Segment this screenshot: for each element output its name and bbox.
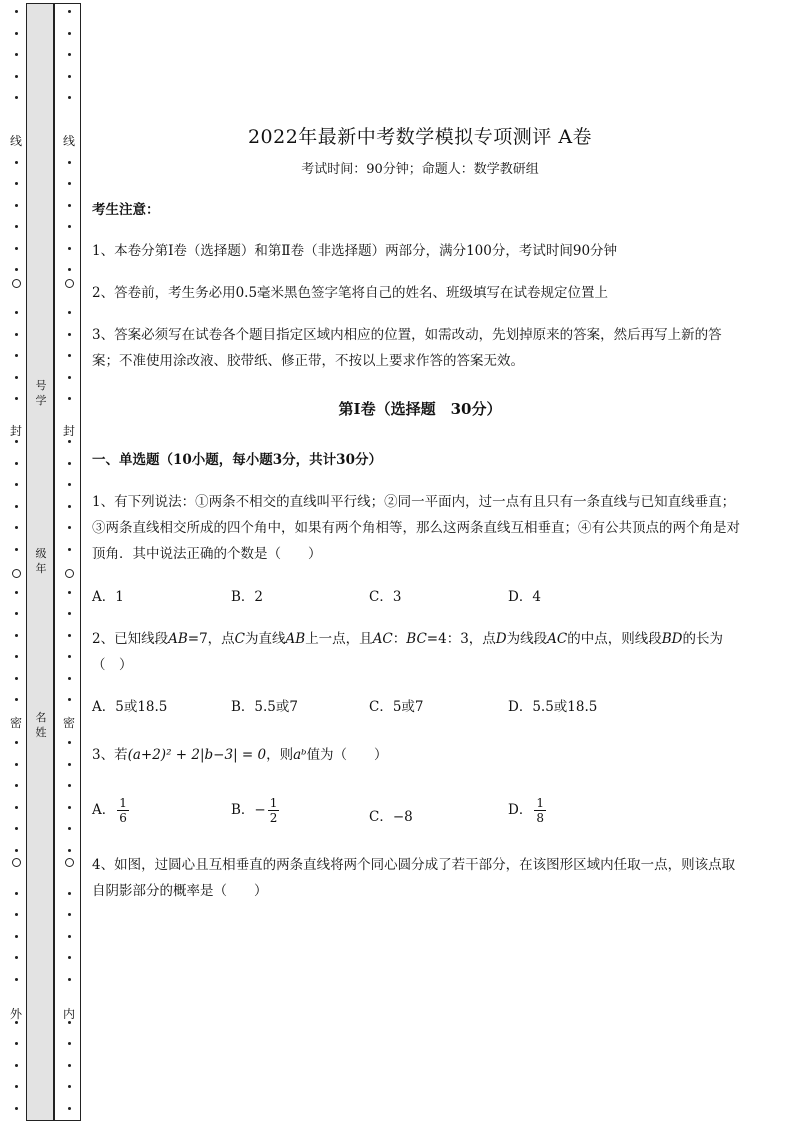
notice-heading: 考生注意： bbox=[92, 202, 160, 218]
question-2-options bbox=[92, 695, 748, 721]
binding-dot bbox=[15, 75, 18, 78]
binding-dot bbox=[68, 1064, 71, 1067]
seal-char-outer: 封 bbox=[9, 424, 22, 438]
binding-dot bbox=[15, 10, 18, 13]
binding-dot bbox=[15, 483, 18, 486]
binding-dot bbox=[15, 763, 18, 766]
question-4-stem: 4、如图，过圆心且互相垂直的两条直线将两个同心圆分成了若干部分，在该图形区域内任取一点，则该点取自阴影部分的概率是（ ） bbox=[92, 857, 736, 899]
cut-line-char-outer: 线 bbox=[9, 134, 22, 148]
question-3-stem: 3、若(a+2)² + 2|b−3| = 0，则aᵇ值为（ ） bbox=[92, 747, 388, 763]
binding-dot bbox=[15, 1021, 18, 1024]
binding-inner-strip bbox=[57, 0, 81, 1123]
binding-circle bbox=[65, 569, 74, 578]
binding-dot bbox=[68, 1085, 71, 1088]
binding-circle bbox=[65, 279, 74, 288]
binding-gutter bbox=[26, 3, 54, 1121]
binding-dot bbox=[15, 440, 18, 443]
part-heading: 一、单选题（10小题，每小题3分，共计30分） bbox=[92, 452, 382, 468]
binding-dot bbox=[68, 806, 71, 809]
binding-dot bbox=[15, 204, 18, 207]
binding-dot bbox=[68, 53, 71, 56]
binding-dot bbox=[15, 376, 18, 379]
binding-dot bbox=[15, 462, 18, 465]
cut-line-char-inner: 线 bbox=[62, 134, 75, 148]
binding-dot bbox=[68, 10, 71, 13]
notice-item-1: 1、本卷分第I卷（选择题）和第Ⅱ卷（非选择题）两部分，满分100分，考试时间90分钟 bbox=[92, 243, 618, 259]
binding-dot bbox=[68, 483, 71, 486]
binding-circle bbox=[12, 858, 21, 867]
question-3-options bbox=[92, 796, 748, 836]
binding-dot bbox=[68, 440, 71, 443]
binding-dot bbox=[15, 53, 18, 56]
q2-option-b[interactable]: B．5.5或7 bbox=[231, 699, 298, 715]
binding-dot bbox=[68, 204, 71, 207]
binding-circle bbox=[65, 858, 74, 867]
binding-circle bbox=[12, 279, 21, 288]
binding-dot bbox=[15, 225, 18, 228]
binding-dot bbox=[15, 935, 18, 938]
binding-dot bbox=[15, 397, 18, 400]
binding-dot bbox=[68, 956, 71, 959]
binding-dot bbox=[15, 913, 18, 916]
q3-option-c[interactable]: C．−8 bbox=[369, 809, 413, 825]
binding-dot bbox=[15, 849, 18, 852]
binding-dot bbox=[68, 247, 71, 250]
binding-dot bbox=[15, 32, 18, 35]
binding-dot bbox=[68, 741, 71, 744]
q3-formula: (a+2)² + 2|b−3| = 0 bbox=[127, 747, 267, 763]
binding-dot bbox=[15, 741, 18, 744]
binding-dot bbox=[68, 827, 71, 830]
q1-option-c[interactable]: C．3 bbox=[369, 589, 402, 605]
binding-dot bbox=[68, 182, 71, 185]
binding-dot bbox=[68, 96, 71, 99]
binding-dot bbox=[15, 1064, 18, 1067]
binding-dot bbox=[68, 526, 71, 529]
exam-subtitle: 考试时间：90分钟；命题人：数学教研组 bbox=[301, 162, 539, 177]
binding-dot bbox=[15, 892, 18, 895]
binding-dot bbox=[68, 225, 71, 228]
question-2-stem: 2、已知线段AB=7，点C为直线AB上一点，且AC：BC=4：3，点D为线段AC的中点，则线段BD的长为（ ） bbox=[92, 631, 723, 673]
grade-label: 级年 bbox=[35, 547, 47, 575]
binding-dot bbox=[68, 462, 71, 465]
binding-dot bbox=[15, 268, 18, 271]
binding-dot bbox=[15, 311, 18, 314]
q1-option-a[interactable]: A．1 bbox=[92, 589, 124, 605]
binding-dot bbox=[15, 161, 18, 164]
binding-dot bbox=[15, 634, 18, 637]
binding-dot bbox=[68, 397, 71, 400]
name-label: 名姓 bbox=[35, 711, 47, 739]
binding-dot bbox=[68, 892, 71, 895]
secret-char-inner: 密 bbox=[62, 716, 75, 730]
binding-dot bbox=[68, 505, 71, 508]
binding-dot bbox=[68, 1042, 71, 1045]
exam-title: 2022年最新中考数学模拟专项测评 A卷 bbox=[247, 126, 593, 148]
question-1-options bbox=[92, 585, 748, 611]
binding-dot bbox=[15, 784, 18, 787]
binding-dot bbox=[68, 591, 71, 594]
binding-dot bbox=[15, 182, 18, 185]
binding-dot bbox=[68, 698, 71, 701]
binding-dot bbox=[15, 655, 18, 658]
question-1-stem: 1、有下列说法：①两条不相交的直线叫平行线；②同一平面内，过一点有且只有一条直线与已知直线垂直；③两条直线相交所成的四个角中，如果有两个角相等，那么这两条直线互相垂直；④有公共顶点的两个角是对顶角．其中说法正确的个数是（ ） bbox=[92, 494, 740, 562]
binding-dot bbox=[68, 655, 71, 658]
binding-dot bbox=[15, 956, 18, 959]
binding-dot bbox=[68, 978, 71, 981]
secret-char-outer: 密 bbox=[9, 716, 22, 730]
binding-dot bbox=[15, 526, 18, 529]
binding-dot bbox=[15, 1085, 18, 1088]
q2-option-c[interactable]: C．5或7 bbox=[369, 699, 424, 715]
binding-dot bbox=[68, 161, 71, 164]
binding-dot bbox=[15, 333, 18, 336]
binding-dot bbox=[68, 849, 71, 852]
seal-char-inner: 封 bbox=[62, 424, 75, 438]
q1-option-b[interactable]: B．2 bbox=[231, 589, 264, 605]
binding-outer-strip bbox=[0, 0, 28, 1123]
binding-dot bbox=[15, 354, 18, 357]
binding-dot bbox=[68, 75, 71, 78]
binding-dot bbox=[68, 311, 71, 314]
binding-circle bbox=[12, 569, 21, 578]
inside-char: 内 bbox=[62, 1007, 75, 1021]
binding-dot bbox=[15, 548, 18, 551]
q3-power: aᵇ bbox=[293, 747, 307, 763]
binding-dot bbox=[68, 935, 71, 938]
binding-dot bbox=[15, 806, 18, 809]
notice-item-3: 3、答案必须写在试卷各个题目指定区域内相应的位置，如需改动，先划掉原来的答案，然后再写上新的答案；不准使用涂改液、胶带纸、修正带，不按以上要求作答的答案无效。 bbox=[92, 327, 722, 369]
q3-option-a[interactable]: A． $\frac{1}{6}$ bbox=[92, 796, 127, 825]
binding-dot bbox=[15, 698, 18, 701]
binding-dot bbox=[68, 763, 71, 766]
q3-option-a-fraction: $\frac{1}{6}$ bbox=[119, 796, 127, 825]
q2-option-a[interactable]: A．5或18.5 bbox=[92, 699, 168, 715]
q3-option-b-fraction: $\frac{1}{2}$ bbox=[269, 796, 278, 825]
binding-dot bbox=[15, 96, 18, 99]
binding-dot bbox=[68, 784, 71, 787]
binding-dot bbox=[68, 354, 71, 357]
section-title: 第I卷（选择题 30分） bbox=[338, 400, 502, 418]
q3-option-b[interactable]: B．− $\frac{1}{2}$ bbox=[231, 796, 278, 825]
binding-dot bbox=[15, 1042, 18, 1045]
q3-option-d[interactable]: D． $\frac{1}{8}$ bbox=[508, 796, 544, 825]
binding-dot bbox=[68, 1021, 71, 1024]
binding-dot bbox=[15, 591, 18, 594]
binding-dot bbox=[15, 247, 18, 250]
binding-dot bbox=[15, 978, 18, 981]
binding-dot bbox=[15, 505, 18, 508]
binding-dot bbox=[15, 677, 18, 680]
outside-char: 外 bbox=[9, 1007, 22, 1021]
q2-option-d[interactable]: D．5.5或18.5 bbox=[508, 699, 598, 715]
student-number-label: 号学 bbox=[35, 379, 47, 407]
binding-dot bbox=[68, 548, 71, 551]
binding-dot bbox=[68, 913, 71, 916]
binding-dot bbox=[68, 376, 71, 379]
q3-option-d-fraction: $\frac{1}{8}$ bbox=[536, 796, 544, 825]
notice-item-2: 2、答卷前，考生务必用0.5毫米黑色签字笔将自己的姓名、班级填写在试卷规定位置上 bbox=[92, 285, 609, 301]
binding-dot bbox=[68, 634, 71, 637]
binding-dot bbox=[68, 612, 71, 615]
binding-dot bbox=[15, 1107, 18, 1110]
binding-dot bbox=[15, 827, 18, 830]
binding-dot bbox=[68, 32, 71, 35]
binding-dot bbox=[15, 612, 18, 615]
binding-dot bbox=[68, 677, 71, 680]
binding-dot bbox=[68, 268, 71, 271]
binding-dot bbox=[68, 333, 71, 336]
q1-option-d[interactable]: D．4 bbox=[508, 589, 541, 605]
binding-dot bbox=[68, 1107, 71, 1110]
